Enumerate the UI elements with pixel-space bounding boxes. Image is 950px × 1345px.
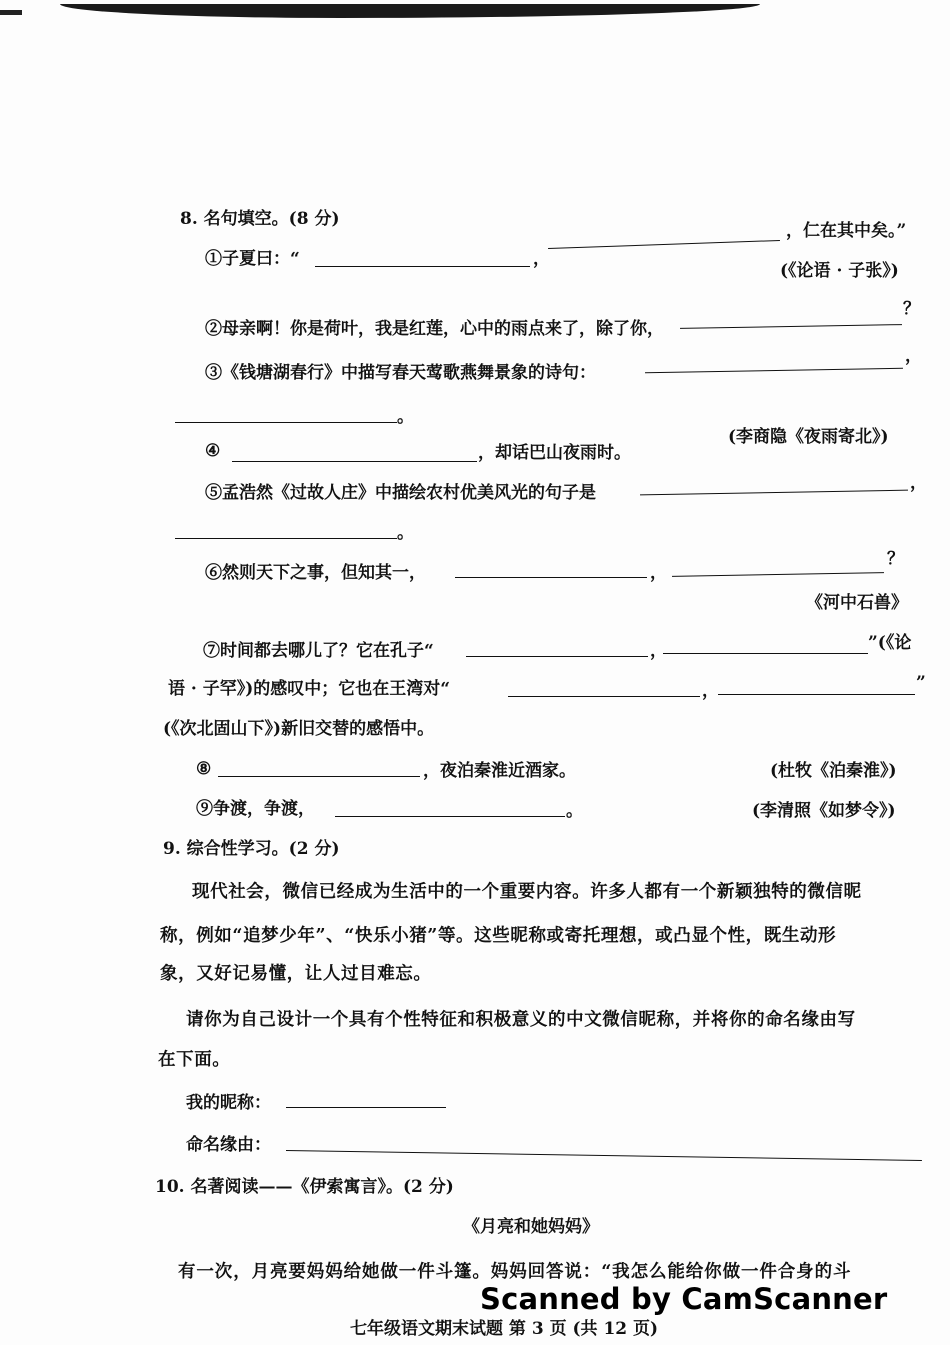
scan-edge-mark [0,10,22,15]
q9-para2-line2: 在下面。 [158,1050,231,1070]
q8-item7-comma1: ， [650,641,667,661]
q8-item5-text: ⑤孟浩然《过故人庄》中描绘农村优美风光的句子是 [205,483,596,503]
q9-title: 9. 综合性学习。(2 分) [163,839,340,859]
q8-item9-period: 。 [566,801,583,821]
q8-item7-blank4[interactable] [718,694,915,695]
q9-nickname-blank[interactable] [286,1107,446,1108]
q8-item2-text: ②母亲啊！你是荷叶，我是红莲，心中的雨点来了，除了你， [205,319,664,339]
q8-item3-text: ③《钱塘湖春行》中描写春天莺歌燕舞景象的诗句： [205,363,596,383]
q9-reason-blank[interactable] [286,1150,922,1161]
q8-item6-blank1[interactable] [455,577,647,578]
q8-item7-suffix: ”(《论 [868,633,912,653]
q8-item4-source: (李商隐《夜雨寄北》) [728,427,889,447]
q8-item2-blank[interactable] [680,324,902,329]
q8-item7-blank1[interactable] [466,656,648,657]
q8-item8-suffix: ，夜泊秦淮近酒家。 [423,761,576,781]
q8-item7-line2: 语 · 子罕》)的感叹中；它也在王湾对“ [168,679,451,699]
q9-reason-label: 命名缘由： [186,1135,271,1155]
q8-item5-blank2[interactable] [175,538,397,539]
q8-item8-source: (杜牧《泊秦淮》) [770,761,897,781]
q9-para1-line2: 称，例如“追梦少年”、“快乐小猪”等。这些昵称或寄托理想，或凸显个性，既生动形 [160,926,837,946]
q8-item6-question: ？ [887,549,904,569]
q8-item1-blank1[interactable] [315,266,530,267]
q8-item3-comma: ， [905,346,922,366]
q8-item3-period: 。 [397,407,414,427]
q8-title: 8. 名句填空。(8 分) [180,209,340,229]
q8-item1-blank2[interactable] [548,240,780,249]
q9-para2-line1: 请你为自己设计一个具有个性特征和积极意义的中文微信昵称，并将你的命名缘由写 [186,1010,856,1030]
q8-item5-blank1[interactable] [640,490,908,496]
q8-item6-comma: ， [650,563,667,583]
q8-item2-question: ？ [903,299,920,319]
q8-item4-suffix: ，却话巴山夜雨时。 [478,443,631,463]
q8-item7-blank2[interactable] [663,653,868,654]
q8-item9-source: (李清照《如梦令》) [752,801,896,821]
q8-item6-prefix: ⑥然则天下之事，但知其一， [205,563,426,583]
q8-item9-prefix: ⑨争渡，争渡， [196,799,315,819]
q8-item1-source: (《论语 · 子张》) [780,261,899,281]
q8-item6-blank2[interactable] [672,572,884,577]
q8-item7-comma2: ， [702,681,719,701]
q9-para1-line1: 现代社会，微信已经成为生活中的一个重要内容。许多人都有一个新颖独特的微信昵 [192,882,862,902]
scan-shadow-bar [60,4,760,18]
q8-item8-prefix: ⑧ [196,759,212,779]
page-footer: 七年级语文期末试题 第 3 页 (共 12 页) [350,1319,659,1339]
q9-para1-line3: 象，又好记易懂，让人过目难忘。 [160,964,432,984]
q8-item5-period: 。 [397,523,414,543]
q8-item4-prefix: ④ [205,441,221,461]
q8-item7-blank3[interactable] [508,696,700,697]
q10-title: 10. 名著阅读——《伊索寓言》。(2 分) [155,1177,454,1197]
q8-item3-blank2[interactable] [175,422,397,423]
q8-item4-blank[interactable] [232,461,477,462]
q8-item1-prefix: ①子夏曰：“ [205,249,300,269]
q10-story-title: 《月亮和她妈妈》 [463,1217,599,1237]
q8-item9-blank[interactable] [335,816,565,817]
q9-nickname-label: 我的昵称： [186,1093,271,1113]
q8-item3-blank1[interactable] [645,368,903,374]
q8-item1-suffix: ，仁在其中矣。” [786,221,907,241]
q8-item7-prefix: ⑦时间都去哪儿了？它在孔子“ [203,641,434,661]
q8-item6-source: 《河中石兽》 [806,593,908,613]
q8-item7-line3: (《次北固山下》)新旧交替的感悟中。 [163,719,435,739]
q8-item8-blank[interactable] [218,776,420,777]
q8-item1-comma: ， [533,249,550,269]
q8-item5-comma: ， [910,473,927,493]
camscanner-watermark: Scanned by CamScanner [480,1282,888,1316]
q10-story-line1: 有一次，月亮要妈妈给她做一件斗篷。妈妈回答说：“我怎么能给你做一件合身的斗 [178,1262,852,1282]
q8-item7-closequote: ” [916,673,926,693]
